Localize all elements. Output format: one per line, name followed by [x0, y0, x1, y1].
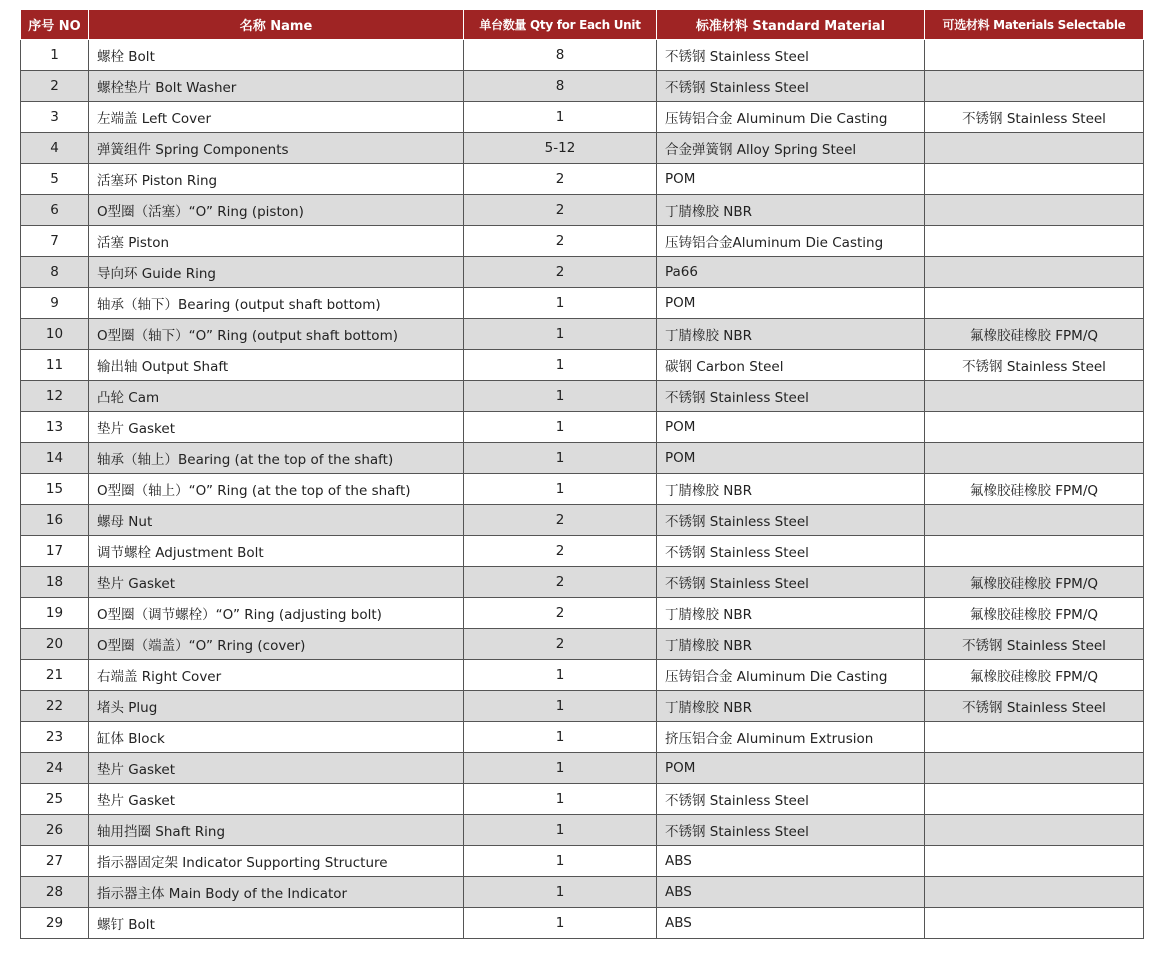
table-row [21, 629, 1144, 660]
cell-name: O型圈（活塞）“O” Ring (piston) [89, 195, 464, 226]
cell-selectable-material [925, 71, 1144, 102]
cell-qty: 1 [464, 474, 657, 505]
cell-selectable-material [925, 381, 1144, 412]
cell-name: O型圈（调节螺栓）“O” Ring (adjusting bolt) [89, 598, 464, 629]
cell-standard-material: Pa66 [657, 257, 925, 288]
cell-qty: 1 [464, 784, 657, 815]
cell-qty: 1 [464, 319, 657, 350]
cell-name: 垫片 Gasket [89, 412, 464, 443]
cell-selectable-material: 氟橡胶硅橡胶 FPM/Q [925, 474, 1144, 505]
cell-qty: 2 [464, 226, 657, 257]
cell-standard-material: 压铸铝合金 Aluminum Die Casting [657, 102, 925, 133]
table-row [21, 474, 1144, 505]
cell-no: 5 [21, 164, 89, 195]
cell-no: 15 [21, 474, 89, 505]
cell-selectable-material [925, 412, 1144, 443]
cell-selectable-material [925, 908, 1144, 939]
cell-standard-material: 碳钢 Carbon Steel [657, 350, 925, 381]
cell-selectable-material [925, 288, 1144, 319]
cell-standard-material: 不锈钢 Stainless Steel [657, 567, 925, 598]
cell-standard-material: 挤压铝合金 Aluminum Extrusion [657, 722, 925, 753]
cell-no: 24 [21, 753, 89, 784]
header-selectable-materials: 可选材料 Materials Selectable [925, 10, 1144, 40]
cell-qty: 1 [464, 691, 657, 722]
table-row [21, 443, 1144, 474]
cell-qty: 1 [464, 102, 657, 133]
cell-name: 螺栓 Bolt [89, 40, 464, 71]
cell-standard-material: POM [657, 164, 925, 195]
cell-qty: 2 [464, 536, 657, 567]
cell-no: 29 [21, 908, 89, 939]
cell-no: 25 [21, 784, 89, 815]
cell-no: 11 [21, 350, 89, 381]
table-row [21, 350, 1144, 381]
cell-selectable-material [925, 133, 1144, 164]
cell-name: 轴承（轴上）Bearing (at the top of the shaft) [89, 443, 464, 474]
table-row [21, 784, 1144, 815]
cell-name: 垫片 Gasket [89, 753, 464, 784]
cell-standard-material: 丁腈橡胶 NBR [657, 195, 925, 226]
cell-selectable-material [925, 226, 1144, 257]
cell-selectable-material [925, 164, 1144, 195]
cell-name: 轴用挡圈 Shaft Ring [89, 815, 464, 846]
header-qty: 单台数量 Qty for Each Unit [464, 10, 657, 40]
cell-standard-material: POM [657, 443, 925, 474]
cell-name: 活塞 Piston [89, 226, 464, 257]
cell-selectable-material: 不锈钢 Stainless Steel [925, 629, 1144, 660]
cell-standard-material: 不锈钢 Stainless Steel [657, 381, 925, 412]
table-row [21, 691, 1144, 722]
cell-no: 9 [21, 288, 89, 319]
table-row [21, 846, 1144, 877]
cell-no: 10 [21, 319, 89, 350]
cell-no: 12 [21, 381, 89, 412]
table-body [21, 40, 1144, 939]
header-standard-material: 标准材料 Standard Material [657, 10, 925, 40]
cell-selectable-material [925, 505, 1144, 536]
cell-qty: 2 [464, 505, 657, 536]
cell-standard-material: 丁腈橡胶 NBR [657, 474, 925, 505]
table-row [21, 753, 1144, 784]
cell-standard-material: ABS [657, 846, 925, 877]
cell-no: 8 [21, 257, 89, 288]
table-row [21, 288, 1144, 319]
cell-qty: 1 [464, 753, 657, 784]
cell-no: 2 [21, 71, 89, 102]
cell-selectable-material: 氟橡胶硅橡胶 FPM/Q [925, 660, 1144, 691]
cell-standard-material: POM [657, 753, 925, 784]
table-row [21, 40, 1144, 71]
cell-standard-material: POM [657, 288, 925, 319]
cell-no: 22 [21, 691, 89, 722]
cell-qty: 1 [464, 412, 657, 443]
cell-no: 7 [21, 226, 89, 257]
cell-name: 轴承（轴下）Bearing (output shaft bottom) [89, 288, 464, 319]
table-row [21, 412, 1144, 443]
table-row [21, 102, 1144, 133]
cell-qty: 2 [464, 195, 657, 226]
cell-selectable-material: 不锈钢 Stainless Steel [925, 350, 1144, 381]
cell-no: 28 [21, 877, 89, 908]
table-row [21, 908, 1144, 939]
cell-standard-material: 不锈钢 Stainless Steel [657, 815, 925, 846]
cell-selectable-material: 氟橡胶硅橡胶 FPM/Q [925, 319, 1144, 350]
cell-selectable-material [925, 877, 1144, 908]
cell-selectable-material [925, 784, 1144, 815]
cell-selectable-material: 不锈钢 Stainless Steel [925, 691, 1144, 722]
cell-selectable-material: 氟橡胶硅橡胶 FPM/Q [925, 598, 1144, 629]
cell-selectable-material [925, 753, 1144, 784]
table-row [21, 722, 1144, 753]
table-row [21, 505, 1144, 536]
cell-no: 4 [21, 133, 89, 164]
cell-no: 26 [21, 815, 89, 846]
cell-no: 23 [21, 722, 89, 753]
cell-no: 17 [21, 536, 89, 567]
cell-qty: 8 [464, 40, 657, 71]
cell-qty: 1 [464, 722, 657, 753]
cell-qty: 5-12 [464, 133, 657, 164]
table-row [21, 195, 1144, 226]
cell-no: 18 [21, 567, 89, 598]
cell-standard-material: 不锈钢 Stainless Steel [657, 40, 925, 71]
cell-name: 垫片 Gasket [89, 567, 464, 598]
cell-name: O型圈（轴下）“O” Ring (output shaft bottom) [89, 319, 464, 350]
table-row [21, 381, 1144, 412]
cell-qty: 2 [464, 164, 657, 195]
parts-table [20, 9, 1144, 939]
cell-qty: 1 [464, 660, 657, 691]
cell-name: 螺栓垫片 Bolt Washer [89, 71, 464, 102]
cell-qty: 2 [464, 567, 657, 598]
table-row [21, 567, 1144, 598]
cell-standard-material: 不锈钢 Stainless Steel [657, 536, 925, 567]
cell-name: 凸轮 Cam [89, 381, 464, 412]
cell-standard-material: 合金弹簧钢 Alloy Spring Steel [657, 133, 925, 164]
table-row [21, 71, 1144, 102]
cell-qty: 1 [464, 846, 657, 877]
cell-name: 缸体 Block [89, 722, 464, 753]
cell-no: 13 [21, 412, 89, 443]
cell-selectable-material [925, 846, 1144, 877]
cell-qty: 1 [464, 443, 657, 474]
cell-standard-material: ABS [657, 877, 925, 908]
header-name: 名称 Name [89, 10, 464, 40]
cell-qty: 2 [464, 257, 657, 288]
cell-selectable-material [925, 815, 1144, 846]
cell-name: 螺钉 Bolt [89, 908, 464, 939]
cell-name: 右端盖 Right Cover [89, 660, 464, 691]
cell-qty: 1 [464, 908, 657, 939]
table-row [21, 226, 1144, 257]
cell-qty: 1 [464, 877, 657, 908]
table-row [21, 815, 1144, 846]
cell-standard-material: 不锈钢 Stainless Steel [657, 505, 925, 536]
cell-standard-material: 丁腈橡胶 NBR [657, 319, 925, 350]
table-row [21, 660, 1144, 691]
table-row [21, 319, 1144, 350]
cell-standard-material: 丁腈橡胶 NBR [657, 629, 925, 660]
cell-name: 输出轴 Output Shaft [89, 350, 464, 381]
cell-selectable-material [925, 40, 1144, 71]
table-row [21, 133, 1144, 164]
header-row [21, 10, 1144, 40]
cell-selectable-material [925, 722, 1144, 753]
cell-no: 19 [21, 598, 89, 629]
cell-name: 弹簧组件 Spring Components [89, 133, 464, 164]
cell-name: 垫片 Gasket [89, 784, 464, 815]
cell-standard-material: 不锈钢 Stainless Steel [657, 784, 925, 815]
cell-selectable-material [925, 195, 1144, 226]
cell-no: 27 [21, 846, 89, 877]
table-row [21, 877, 1144, 908]
cell-name: O型圈（轴上）“O” Ring (at the top of the shaft) [89, 474, 464, 505]
cell-qty: 1 [464, 350, 657, 381]
cell-name: O型圈（端盖）“O” Rring (cover) [89, 629, 464, 660]
cell-no: 21 [21, 660, 89, 691]
cell-selectable-material [925, 257, 1144, 288]
cell-qty: 2 [464, 598, 657, 629]
table-row [21, 257, 1144, 288]
cell-standard-material: 不锈钢 Stainless Steel [657, 71, 925, 102]
table-row [21, 536, 1144, 567]
cell-name: 堵头 Plug [89, 691, 464, 722]
cell-standard-material: 丁腈橡胶 NBR [657, 598, 925, 629]
cell-name: 导向环 Guide Ring [89, 257, 464, 288]
cell-standard-material: POM [657, 412, 925, 443]
cell-standard-material: 压铸铝合金Aluminum Die Casting [657, 226, 925, 257]
cell-standard-material: 丁腈橡胶 NBR [657, 691, 925, 722]
cell-no: 16 [21, 505, 89, 536]
cell-no: 3 [21, 102, 89, 133]
cell-name: 螺母 Nut [89, 505, 464, 536]
cell-name: 活塞环 Piston Ring [89, 164, 464, 195]
cell-no: 1 [21, 40, 89, 71]
cell-name: 调节螺栓 Adjustment Bolt [89, 536, 464, 567]
cell-qty: 2 [464, 629, 657, 660]
table-row [21, 164, 1144, 195]
cell-selectable-material [925, 536, 1144, 567]
cell-selectable-material: 不锈钢 Stainless Steel [925, 102, 1144, 133]
cell-name: 指示器固定架 Indicator Supporting Structure [89, 846, 464, 877]
cell-qty: 8 [464, 71, 657, 102]
cell-standard-material: ABS [657, 908, 925, 939]
cell-selectable-material [925, 443, 1144, 474]
cell-name: 指示器主体 Main Body of the Indicator [89, 877, 464, 908]
cell-name: 左端盖 Left Cover [89, 102, 464, 133]
cell-qty: 1 [464, 381, 657, 412]
cell-no: 6 [21, 195, 89, 226]
table-header [21, 10, 1144, 40]
table-row [21, 598, 1144, 629]
cell-qty: 1 [464, 815, 657, 846]
cell-selectable-material: 氟橡胶硅橡胶 FPM/Q [925, 567, 1144, 598]
cell-no: 20 [21, 629, 89, 660]
cell-standard-material: 压铸铝合金 Aluminum Die Casting [657, 660, 925, 691]
cell-no: 14 [21, 443, 89, 474]
header-no: 序号 NO [21, 10, 89, 40]
cell-qty: 1 [464, 288, 657, 319]
